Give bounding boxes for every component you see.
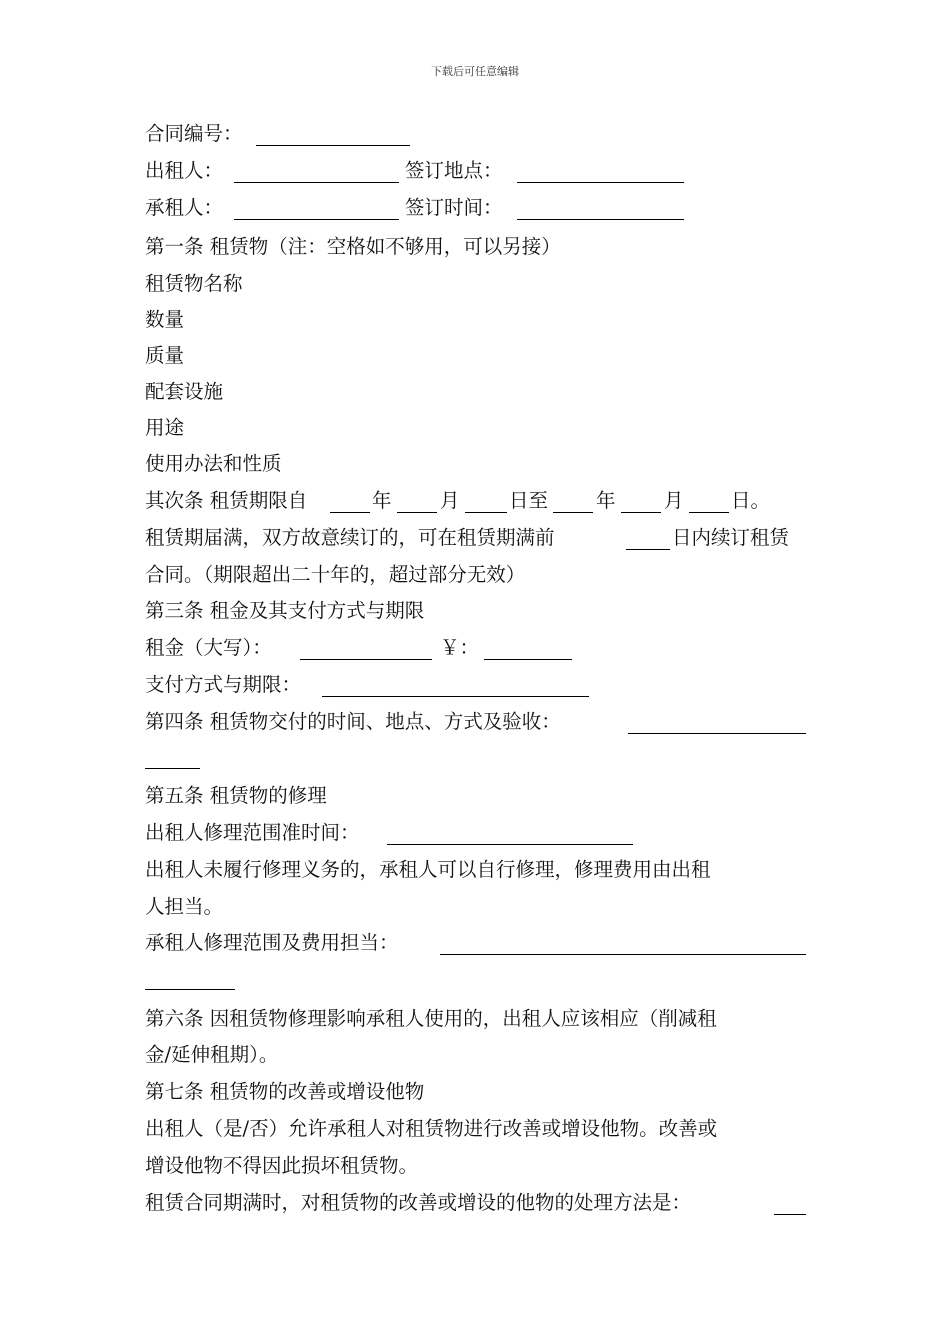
article-2-text: 其次条 租赁期限自 bbox=[145, 489, 308, 512]
page-header: 下载后可任意编辑 bbox=[431, 65, 519, 78]
signing-place-label: 签订地点： bbox=[405, 159, 503, 182]
article-6-text: 第六条 因租赁物修理影响承租人使用的，出租人应该相应（削减租 bbox=[145, 1007, 717, 1030]
contract-number-label: 合同编号： bbox=[145, 122, 243, 145]
end-year-label: 年 bbox=[596, 489, 616, 512]
lessor-blank bbox=[234, 182, 399, 183]
renewal-days-blank bbox=[626, 549, 670, 550]
lessee-repair-blank-1 bbox=[440, 954, 806, 955]
start-day-blank bbox=[465, 512, 507, 513]
payment-method-blank bbox=[322, 696, 589, 697]
signing-time-label: 签订时间： bbox=[405, 196, 503, 219]
quality-label: 质量 bbox=[145, 344, 185, 367]
renewal-text-end: 日内续订租赁 bbox=[672, 526, 790, 549]
rent-uppercase-blank bbox=[300, 659, 432, 660]
rent-yen-label: ￥： bbox=[440, 636, 480, 659]
year-label: 年 bbox=[372, 489, 392, 512]
signing-place-blank bbox=[517, 182, 684, 183]
signing-time-blank bbox=[517, 219, 684, 220]
improvement-text-2: 增设他物不得因此损坏租赁物。 bbox=[145, 1154, 419, 1177]
facilities-label: 配套设施 bbox=[145, 380, 224, 403]
start-month-blank bbox=[397, 512, 437, 513]
article-7-heading: 第七条 租赁物的改善或增设他物 bbox=[145, 1080, 425, 1103]
purpose-label: 用途 bbox=[145, 416, 185, 439]
rent-label: 租金（大写）： bbox=[145, 636, 272, 659]
quantity-label: 数量 bbox=[145, 308, 185, 331]
lessee-repair-blank-2 bbox=[145, 989, 235, 990]
lessee-blank bbox=[234, 219, 399, 220]
article-4-text: 第四条 租赁物交付的时间、地点、方式及验收： bbox=[145, 710, 561, 733]
article-6-text-2: 金/延伸租期）。 bbox=[145, 1043, 279, 1066]
contract-number-blank bbox=[256, 145, 410, 146]
usage-label: 使用办法和性质 bbox=[145, 452, 282, 475]
day-to-label: 日至 bbox=[509, 489, 549, 512]
end-year-blank bbox=[553, 512, 593, 513]
article-5-heading: 第五条 租赁物的修理 bbox=[145, 784, 327, 807]
end-day-label: 日。 bbox=[731, 489, 771, 512]
article-3-heading: 第三条 租金及其支付方式与期限 bbox=[145, 599, 425, 622]
delivery-blank-2 bbox=[145, 768, 200, 769]
repair-duty-text-2: 人担当。 bbox=[145, 895, 224, 918]
expiry-handling-blank bbox=[774, 1214, 806, 1215]
rent-yen-blank bbox=[484, 659, 572, 660]
expiry-handling-label: 租赁合同期满时，对租赁物的改善或增设的他物的处理方法是： bbox=[145, 1191, 692, 1214]
lessor-label: 出租人： bbox=[145, 159, 224, 182]
end-month-label: 月 bbox=[664, 489, 684, 512]
renewal-text-2: 合同。（期限超出二十年的，超过部分无效） bbox=[145, 563, 526, 586]
repair-duty-text: 出租人未履行修理义务的，承租人可以自行修理，修理费用由出租 bbox=[145, 858, 711, 881]
delivery-blank-1 bbox=[628, 733, 806, 734]
start-year-blank bbox=[330, 512, 370, 513]
lessor-repair-blank bbox=[387, 844, 633, 845]
payment-method-label: 支付方式与期限： bbox=[145, 673, 302, 696]
lessee-label: 承租人： bbox=[145, 196, 224, 219]
article-1-heading: 第一条 租赁物（注：空格如不够用，可以另接） bbox=[145, 235, 561, 258]
end-month-blank bbox=[621, 512, 661, 513]
item-name-label: 租赁物名称 bbox=[145, 272, 243, 295]
lessor-repair-label: 出租人修理范围准时间： bbox=[145, 821, 360, 844]
renewal-text: 租赁期届满，双方故意续订的，可在租赁期满前 bbox=[145, 526, 555, 549]
end-day-blank bbox=[689, 512, 729, 513]
month-label: 月 bbox=[440, 489, 460, 512]
improvement-text: 出租人（是/否）允许承租人对租赁物进行改善或增设他物。改善或 bbox=[145, 1117, 718, 1140]
lessee-repair-label: 承租人修理范围及费用担当： bbox=[145, 931, 399, 954]
